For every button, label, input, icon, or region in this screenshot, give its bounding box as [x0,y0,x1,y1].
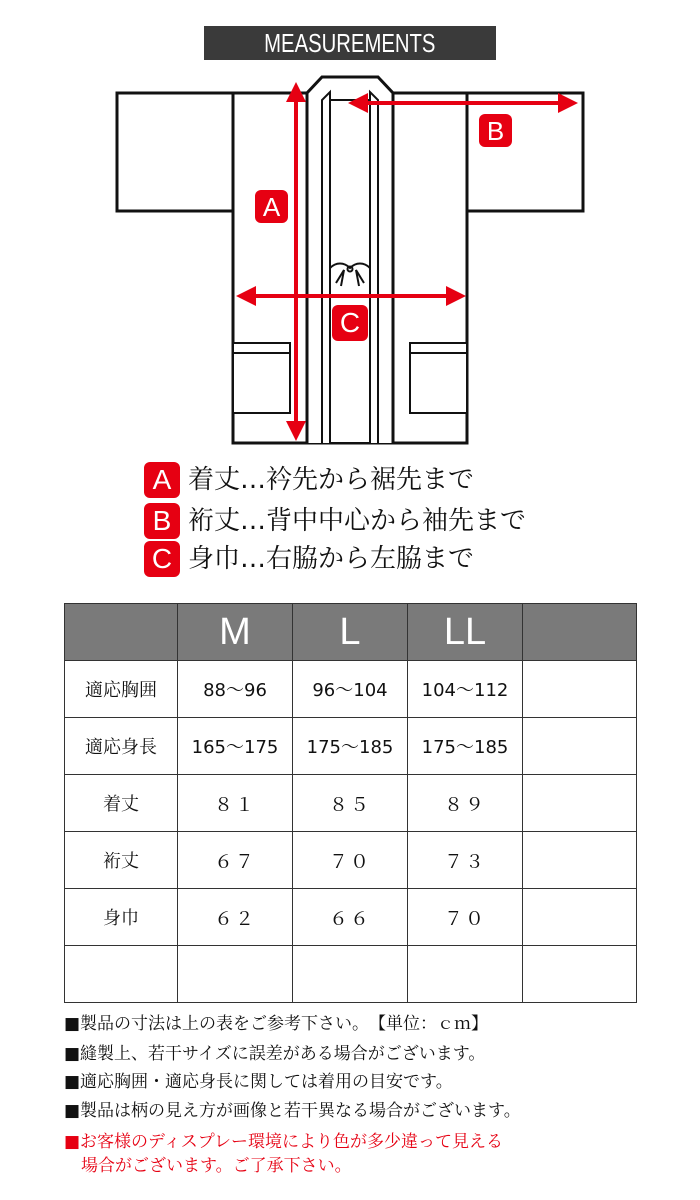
banner-title: MEASUREMENTS [264,28,436,58]
table-cell [178,946,293,1003]
table-cell: 88～96 [178,661,293,718]
note-item: ■製品の寸法は上の表をご参考下さい。 【単位：ｃｍ】 [64,1014,489,1034]
table-row [65,832,637,889]
header-cell-blank [65,604,178,661]
table-row [65,889,637,946]
row-label: 着丈 [65,775,178,832]
row-label: 適応胸囲 [65,661,178,718]
table-row [65,718,637,775]
table-cell: ６２ [178,889,293,946]
table-cell [523,775,637,832]
table-row [65,775,637,832]
table-cell: 96～104 [293,661,408,718]
table-cell: ６７ [178,832,293,889]
right-sleeve [465,93,583,211]
table-cell [523,661,637,718]
table-cell [523,832,637,889]
table-cell: ７０ [293,832,408,889]
table-cell: ７３ [408,832,523,889]
happi-coat-diagram [0,60,700,450]
header-cell-m: M [178,604,293,661]
badge-c [332,305,368,341]
row-label: 身巾 [65,889,178,946]
note-item-warning: 場合がございます。ご了承下さい。 [64,1156,352,1176]
note-item-warning: ■お客様のディスプレー環境により色が多少違って見える [64,1132,504,1152]
measurements-banner [204,26,496,60]
legend-badge-a: A [144,462,180,498]
left-sleeve [117,93,235,211]
table-cell: 175～185 [293,718,408,775]
legend-text-b: 裄丈…背中中心から袖先まで [188,506,527,536]
legend-text-c: 身巾…右脇から左脇まで [188,544,475,574]
table-cell: ６６ [293,889,408,946]
row-label: 裄丈 [65,832,178,889]
table-cell: 165～175 [178,718,293,775]
table-cell: ７０ [408,889,523,946]
badge-b-letter: B [486,116,505,146]
table-cell: 104～112 [408,661,523,718]
table-cell [523,946,637,1003]
note-item: ■製品は柄の見え方が画像と若干異なる場合がございます。 [64,1101,521,1121]
table-cell: ８１ [178,775,293,832]
badge-c-letter: C [339,307,361,338]
badge-b [479,114,512,147]
note-item: ■縫製上、若干サイズに誤差がある場合がございます。 [64,1044,486,1064]
table-cell: ８５ [293,775,408,832]
table-cell: ８９ [408,775,523,832]
legend-badge-b: B [144,503,180,539]
legend-text-a: 着丈…衿先から裾先まで [188,465,475,495]
badge-a-letter: A [262,192,281,222]
table-cell: 175～185 [408,718,523,775]
header-cell-extra [523,604,637,661]
table-cell [523,718,637,775]
table-cell [293,946,408,1003]
table-row [65,946,637,1003]
note-item: ■適応胸囲・適応身長に関しては着用の目安です。 [64,1072,453,1092]
table-cell [408,946,523,1003]
table-row [65,661,637,718]
header-cell-ll: LL [408,604,523,661]
row-label [65,946,178,1003]
table-cell [523,889,637,946]
legend-badge-c: C [144,541,180,577]
badge-a [255,190,288,223]
row-label: 適応身長 [65,718,178,775]
header-cell-l: L [293,604,408,661]
size-table [64,603,637,1003]
size-header-row [65,604,637,661]
